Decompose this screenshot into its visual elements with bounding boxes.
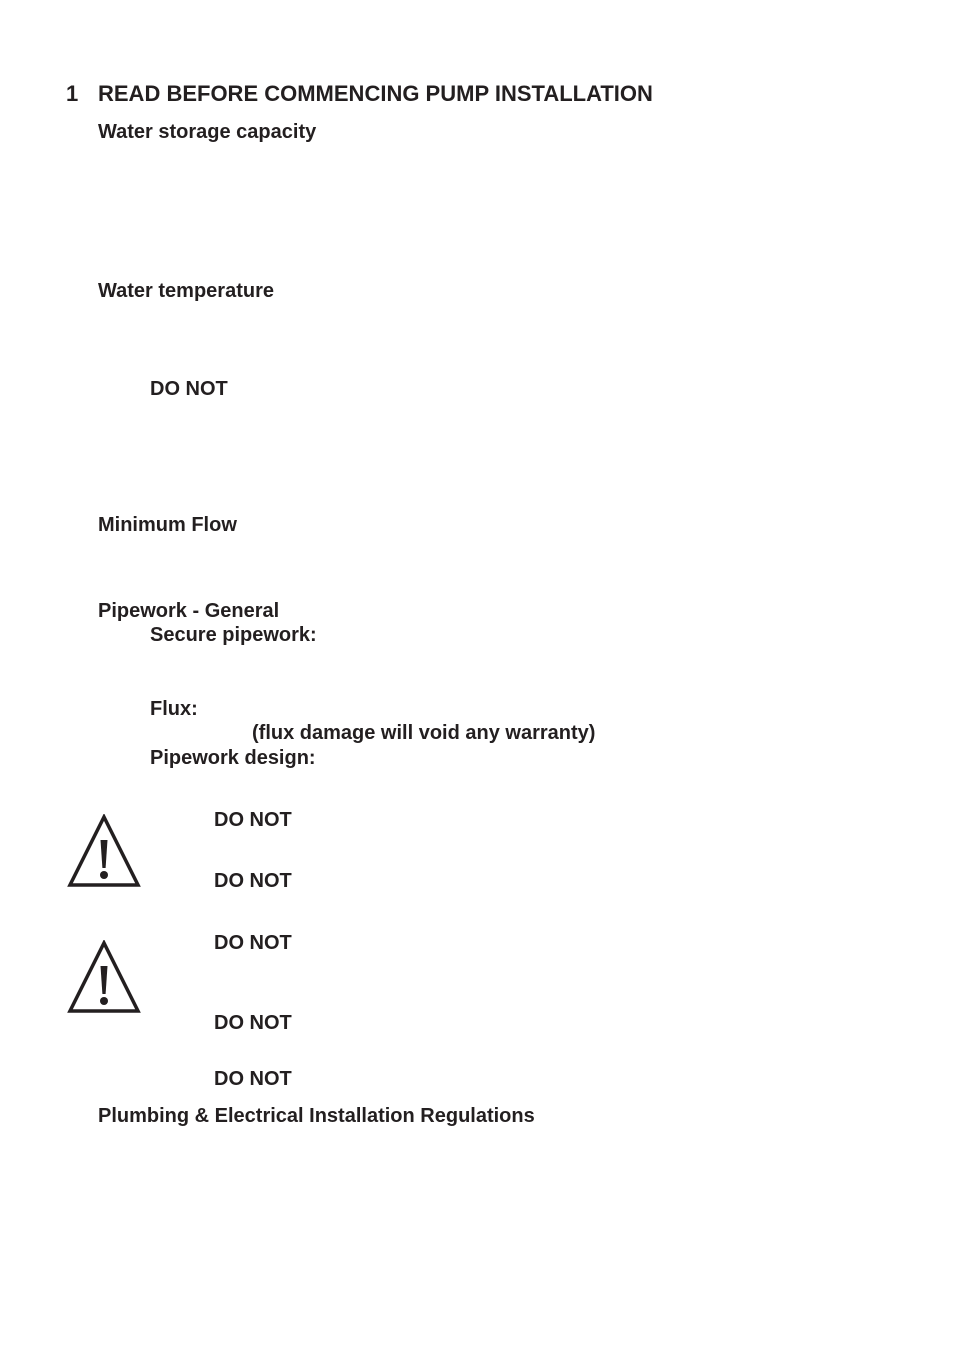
warning-do-not-4: DO NOT — [214, 1012, 292, 1034]
heading-regulations: Plumbing & Electrical Installation Regulations — [98, 1105, 535, 1127]
heading-minimum-flow: Minimum Flow — [98, 514, 237, 536]
warning-do-not-1: DO NOT — [214, 809, 292, 831]
heading-water-temperature: Water temperature — [98, 280, 274, 302]
water-temperature-do-not: DO NOT — [150, 378, 228, 400]
warning-do-not-5: DO NOT — [214, 1068, 292, 1090]
heading-pipework-general: Pipework - General — [98, 600, 280, 622]
pipework-design-label: Pipework design: — [150, 747, 316, 769]
section-title: READ BEFORE COMMENCING PUMP INSTALLATION — [98, 81, 653, 106]
flux-label: Flux: — [150, 698, 198, 720]
heading-water-storage: Water storage capacity — [98, 121, 317, 143]
warning-triangle-icon — [67, 940, 141, 1014]
warning-do-not-3: DO NOT — [214, 932, 292, 954]
flux-warranty-note: (flux damage will void any warranty) — [252, 722, 596, 744]
warning-do-not-2: DO NOT — [214, 870, 292, 892]
secure-pipework-label: Secure pipework: — [150, 624, 317, 646]
warning-triangle-icon — [67, 814, 141, 888]
section-number: 1 — [66, 81, 79, 106]
